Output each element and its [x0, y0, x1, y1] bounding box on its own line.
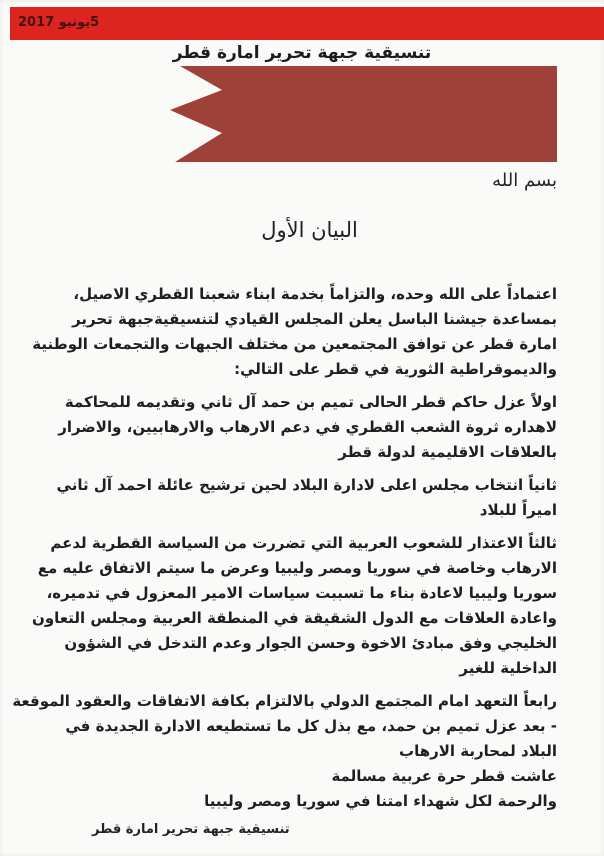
text-line: اولاً عزل حاكم قطر الحالى تميم بن حمد آل ثاني وتقديمه للمحاكمة — [64, 393, 557, 411]
qatar-serrated-flag-icon — [165, 66, 557, 162]
date-stamp: 5يونيو 2017 — [18, 15, 100, 30]
clause-second — [56, 473, 557, 523]
text-line: الخليجي وفق مبادئ الاخوة وحسن الجوار وعدم التدخل في الشؤون — [64, 634, 557, 652]
signature-line: تنسيقية جبهة تحرير امارة قطر — [92, 822, 290, 837]
text-line: ثانياً انتخاب مجلس اعلى لادارة البلاد لحين ترشيح عائلة احمد آل ثاني — [56, 476, 557, 494]
intro-paragraph — [32, 282, 557, 382]
text-line: اميراً للبلاد — [479, 501, 557, 519]
text-line: عاشت قطر حرة عربية مسالمة — [331, 767, 557, 785]
clause-fourth — [12, 689, 557, 764]
text-line: البلاد لمحاربة الارهاب — [399, 742, 557, 760]
text-line: والرحمة لكل شهداء امتنا في سوريا ومصر وليبيا — [204, 792, 557, 810]
flag-maroon-field — [170, 66, 557, 162]
basmala-text: بسم الله — [492, 170, 557, 191]
text-line: لاهداره ثروة الشعب القطري في دعم الارهاب والارهابيين، والاضرار — [58, 418, 557, 436]
text-line: - بعد عزل تميم بن حمد، مع بذل كل ما تستطيعه الادارة الجديدة في — [65, 717, 557, 735]
statement-title: البيان الأول — [261, 218, 358, 242]
text-line: والديموقراطية الثورية في قطر على التالي: — [234, 360, 557, 378]
text-line: سوريا وليبيا لاعادة بناء ما تسببت سياسات الامير المعزول في تدميره، — [46, 584, 557, 602]
clause-third — [32, 531, 557, 681]
closing-slogans — [62, 764, 557, 814]
text-line: رابعاً التعهد امام المجتمع الدولي بالالتزام بكافة الاتفاقات والعقود الموقعة — [12, 692, 557, 710]
text-line: اعتماداً على الله وحده، والتزاماً بخدمة ابناء شعبنا القطري الاصيل، — [73, 285, 557, 303]
text-line: الارهاب وخاصة في سوريا ومصر وليبيا وعرض ما سيتم الاتفاق عليه مع — [37, 559, 557, 577]
text-line: واعادة العلاقات مع الدول الشقيقة في المنطقة العربية ومجلس التعاون — [32, 609, 557, 627]
text-line: ثالثاً الاعتذار للشعوب العربية التي تضررت من السياسة القطرية لدعم — [50, 534, 557, 552]
text-line: بالعلاقات الاقليمية لدولة قطر — [338, 443, 557, 461]
organization-title: تنسيقية جبهة تحرير امارة قطر — [172, 43, 432, 63]
clause-first — [58, 390, 557, 465]
text-line: بمساعدة جيشنا الباسل يعلن المجلس القيادي لتنسيقيةجبهة تحرير — [72, 310, 557, 328]
text-line: امارة قطر عن توافق المجتمعين من مختلف الجبهات والتجمعات الوطنية — [32, 335, 557, 353]
text-line: الداخلية للغير — [459, 659, 557, 677]
top-red-banner — [10, 7, 604, 40]
statement-body — [12, 166, 557, 837]
